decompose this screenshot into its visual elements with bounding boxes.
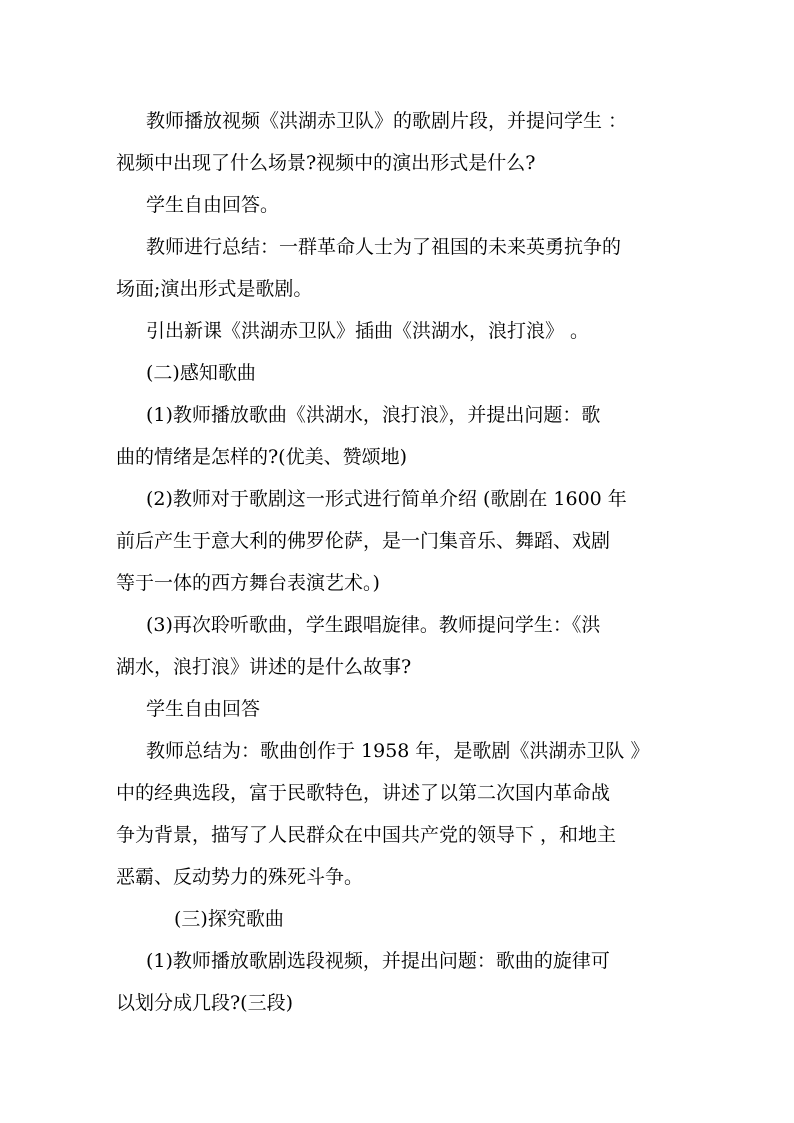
paragraph-line: 引出新课《洪湖赤卫队》插曲《洪湖水，浪打浪》 。 xyxy=(146,320,590,342)
paragraph-line: 教师播放视频《洪湖赤卫队》的歌剧片段，并提问学生 ： xyxy=(146,110,628,132)
paragraph-line: (1)教师播放歌剧选段视频，并提出问题：歌曲的旋律可 xyxy=(146,950,610,972)
paragraph-line: 等于一体的西方舞台表演艺术。) xyxy=(116,572,380,594)
paragraph-line: 场面;演出形式是歌剧。 xyxy=(116,278,313,300)
paragraph-line: 恶霸、反动势力的殊死斗争。 xyxy=(116,866,364,888)
paragraph-line: 视频中出现了什么场景?视频中的演出形式是什么? xyxy=(116,152,536,174)
paragraph-line: 湖水，浪打浪》讲述的是什么故事? xyxy=(116,656,412,678)
paragraph-line: 学生自由回答 xyxy=(146,698,261,720)
paragraph-line: 以划分成几段?(三段) xyxy=(116,992,294,1014)
paragraph-line: 学生自由回答。 xyxy=(146,194,280,216)
paragraph-line: 争为背景，描写了人民群众在中国共产党的领导下 ，和地主 xyxy=(116,824,617,846)
paragraph-line: 曲的情绪是怎样的?(优美、赞颂地) xyxy=(116,446,408,468)
paragraph-line: (2)教师对于歌剧这一形式进行简单介绍 (歌剧在 1600 年 xyxy=(146,488,627,510)
paragraph-line: (3)再次聆听歌曲，学生跟唱旋律。教师提问学生：《洪 xyxy=(146,614,601,636)
section-heading: (二)感知歌曲 xyxy=(146,362,256,384)
paragraph-line: 教师总结为：歌曲创作于 1958 年，是歌剧《洪湖赤卫队 》 xyxy=(146,740,650,762)
paragraph-line: 教师进行总结：一群革命人士为了祖国的未来英勇抗争的 xyxy=(146,236,622,258)
paragraph-line: (1)教师播放歌曲《洪湖水，浪打浪》，并提出问题：歌 xyxy=(146,404,601,426)
section-heading: (三)探究歌曲 xyxy=(174,908,284,930)
document-body xyxy=(116,100,676,1024)
paragraph-line: 中的经典选段，富于民歌特色，讲述了以第二次国内革命战 xyxy=(116,782,611,804)
paragraph-line: 前后产生于意大利的佛罗伦萨，是一门集音乐、舞蹈、戏剧 xyxy=(116,530,611,552)
